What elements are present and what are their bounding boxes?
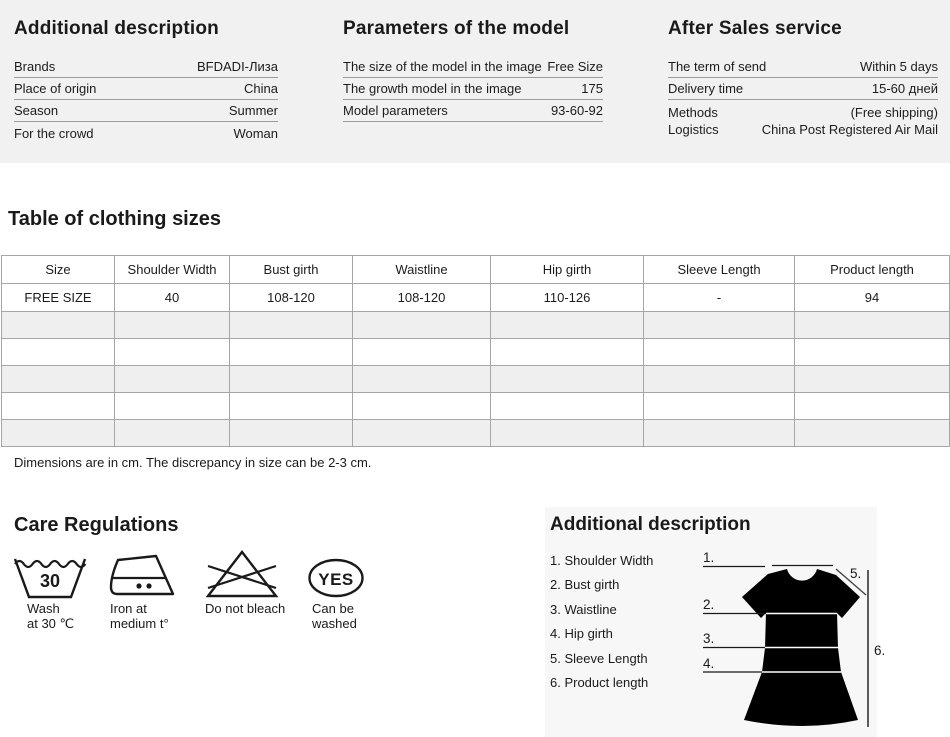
info-row-brands bbox=[14, 56, 278, 78]
measurements-title: Additional description bbox=[550, 514, 751, 535]
info-row-crowd bbox=[14, 122, 278, 144]
section-title: Parameters of the model bbox=[343, 18, 570, 39]
can-be-washed-icon bbox=[307, 558, 365, 598]
section-additional-description bbox=[14, 18, 278, 144]
clothing-size-table bbox=[1, 255, 950, 447]
section-after-sales bbox=[668, 18, 938, 138]
col-header-shoulder: Shoulder Width bbox=[115, 256, 230, 284]
dress-measurement-diagram bbox=[690, 545, 950, 737]
care-label-washed: Can be washed bbox=[312, 601, 357, 631]
care-title: Care Regulations bbox=[14, 514, 179, 536]
cell-waist: 108-120 bbox=[353, 284, 491, 312]
measurement-item: 5. Sleeve Length bbox=[550, 650, 648, 666]
info-label: The size of the model in the image bbox=[343, 59, 542, 74]
diagram-label-4: 4. bbox=[703, 656, 715, 671]
info-row-logistics bbox=[668, 121, 938, 138]
info-value: Summer bbox=[228, 103, 278, 118]
iron-icon bbox=[108, 552, 176, 598]
info-value: BFDADI-Лиза bbox=[197, 59, 278, 74]
info-value: China bbox=[244, 81, 278, 96]
measurement-item: 3. Waistline bbox=[550, 601, 617, 617]
diagram-label-1: 1. bbox=[703, 550, 715, 565]
measurement-item: 4. Hip girth bbox=[550, 626, 613, 642]
diagram-label-6: 6. bbox=[874, 643, 886, 658]
info-row-origin bbox=[14, 78, 278, 100]
size-note: Dimensions are in cm. The discrepancy in size can be 2-3 cm. bbox=[14, 455, 372, 470]
measurements-list bbox=[550, 549, 653, 695]
section-title: Additional description bbox=[14, 18, 219, 39]
yes-badge: YES bbox=[318, 570, 354, 589]
measurement-item: 2. Bust girth bbox=[550, 577, 620, 593]
info-row-model-params bbox=[343, 100, 603, 122]
info-label: Season bbox=[14, 103, 59, 118]
table-empty-row bbox=[2, 339, 950, 366]
info-value: China Post Registered Air Mail bbox=[761, 122, 938, 137]
info-rows bbox=[343, 56, 603, 122]
info-label: Methods bbox=[668, 105, 718, 120]
measurement-item: 6. Product length bbox=[550, 674, 649, 690]
info-rows bbox=[14, 56, 278, 144]
care-label-wash: Wash at 30 ℃ bbox=[27, 601, 75, 631]
col-header-bust: Bust girth bbox=[230, 256, 353, 284]
info-value: 175 bbox=[581, 81, 603, 96]
diagram-label-5: 5. bbox=[850, 566, 862, 581]
col-header-waist: Waistline bbox=[353, 256, 491, 284]
info-value: 15-60 дней bbox=[871, 81, 938, 96]
col-header-hip: Hip girth bbox=[491, 256, 644, 284]
table-empty-row bbox=[2, 393, 950, 420]
info-row-delivery-time bbox=[668, 78, 938, 100]
shoulder-leader-line bbox=[703, 566, 833, 567]
info-row-model-size bbox=[343, 56, 603, 78]
cell-length: 94 bbox=[795, 284, 950, 312]
info-value: Within 5 days bbox=[859, 59, 938, 74]
do-not-bleach-icon bbox=[203, 548, 281, 600]
col-header-size: Size bbox=[2, 256, 115, 284]
section-model-parameters bbox=[343, 18, 603, 122]
info-label: Delivery time bbox=[668, 81, 744, 96]
col-header-sleeve: Sleeve Length bbox=[644, 256, 795, 284]
info-label: For the crowd bbox=[14, 125, 94, 141]
info-row-send-term bbox=[668, 56, 938, 78]
info-label: The term of send bbox=[668, 59, 767, 74]
size-table-title: Table of clothing sizes bbox=[8, 208, 221, 230]
info-label: The growth model in the image bbox=[343, 81, 522, 96]
top-info-band bbox=[0, 0, 950, 163]
info-label: Model parameters bbox=[343, 103, 448, 118]
table-empty-row bbox=[2, 420, 950, 447]
info-value: 93-60-92 bbox=[550, 103, 603, 118]
measurement-item: 1. Shoulder Width bbox=[550, 553, 654, 568]
cell-sleeve: - bbox=[644, 284, 795, 312]
cell-hip: 110-126 bbox=[491, 284, 644, 312]
care-label-iron: Iron at medium t° bbox=[110, 601, 169, 631]
col-header-length: Product length bbox=[795, 256, 950, 284]
care-label-bleach: Do not bleach bbox=[205, 601, 286, 616]
wash-temp-number: 30 bbox=[39, 571, 61, 591]
info-label: Place of origin bbox=[14, 81, 97, 96]
cell-size: FREE SIZE bbox=[2, 284, 115, 312]
diagram-label-3: 3. bbox=[703, 631, 715, 646]
info-value: Free Size bbox=[547, 59, 603, 74]
section-title: After Sales service bbox=[668, 18, 842, 39]
info-value: Woman bbox=[233, 125, 278, 141]
info-row-season bbox=[14, 100, 278, 122]
table-header-row bbox=[2, 256, 950, 284]
info-row-model-growth bbox=[343, 78, 603, 100]
table-empty-row bbox=[2, 366, 950, 393]
info-value: (Free shipping) bbox=[850, 105, 938, 120]
info-label: Brands bbox=[14, 59, 56, 74]
cell-shoulder: 40 bbox=[115, 284, 230, 312]
table-empty-row bbox=[2, 312, 950, 339]
info-label: Logistics bbox=[668, 122, 719, 137]
diagram-label-2: 2. bbox=[703, 597, 715, 612]
table-data-row bbox=[2, 284, 950, 312]
info-rows bbox=[668, 56, 938, 138]
cell-bust: 108-120 bbox=[230, 284, 353, 312]
info-row-methods bbox=[668, 104, 938, 121]
wash-30-icon bbox=[12, 556, 88, 600]
